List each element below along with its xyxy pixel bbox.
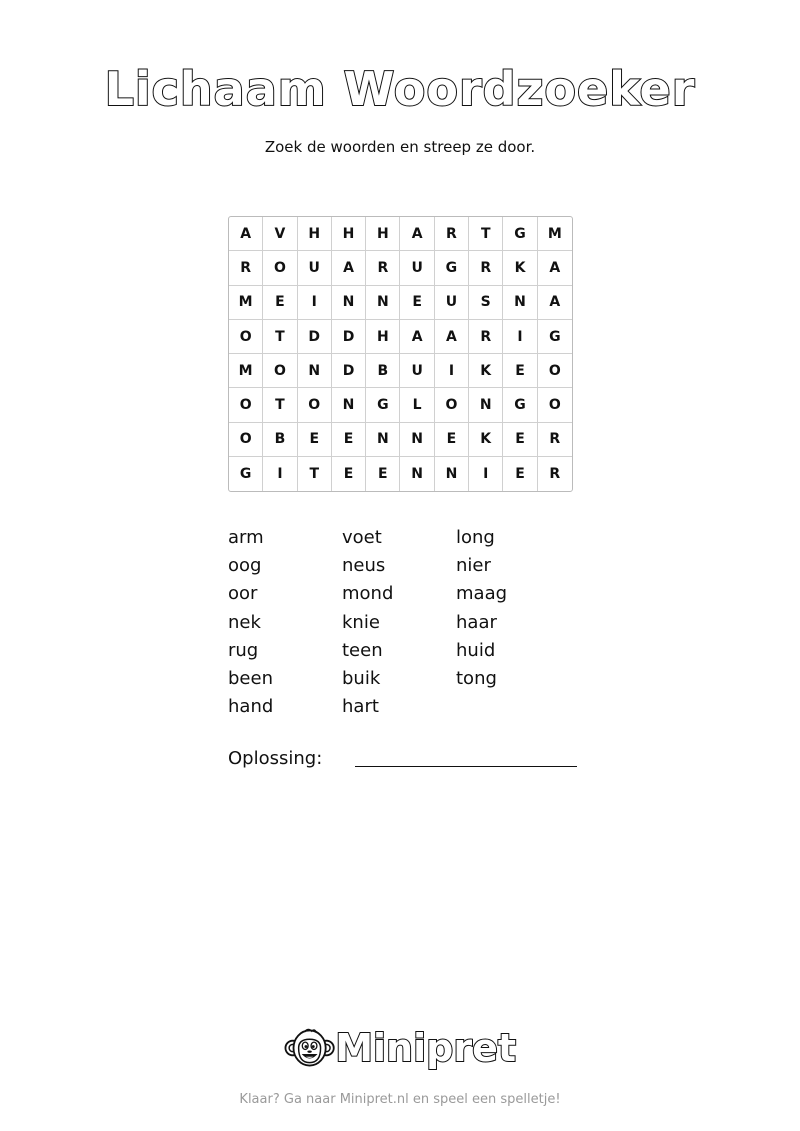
grid-cell[interactable]: L (400, 388, 434, 422)
word-item: maag (456, 583, 508, 605)
word-column (456, 524, 570, 721)
grid-cell[interactable]: O (229, 423, 263, 457)
grid-cell[interactable]: N (298, 354, 332, 388)
grid-cell[interactable]: E (503, 354, 537, 388)
grid-cell[interactable]: N (332, 286, 366, 320)
grid-cell[interactable]: M (229, 286, 263, 320)
grid-cell[interactable]: H (366, 217, 400, 251)
grid-cell[interactable]: A (435, 320, 469, 354)
solution-label: Oplossing: (228, 748, 323, 769)
grid-cell[interactable]: A (538, 251, 572, 285)
grid-cell[interactable]: E (435, 423, 469, 457)
grid-cell[interactable]: U (400, 251, 434, 285)
grid-cell[interactable]: K (503, 251, 537, 285)
grid-cell[interactable]: O (263, 354, 297, 388)
solution-answer-line[interactable] (355, 766, 577, 767)
grid-cell[interactable]: U (435, 286, 469, 320)
grid-cell[interactable]: G (366, 388, 400, 422)
word-column (228, 524, 342, 721)
word-item: neus (342, 555, 386, 577)
grid-cell[interactable]: N (332, 388, 366, 422)
word-item: hart (342, 696, 379, 718)
grid-cell[interactable]: O (538, 354, 572, 388)
grid-cell[interactable]: N (366, 423, 400, 457)
grid-cell[interactable]: R (366, 251, 400, 285)
letter-grid (228, 216, 573, 492)
grid-cell[interactable]: B (366, 354, 400, 388)
grid-cell[interactable]: A (332, 251, 366, 285)
grid-cell[interactable]: U (298, 251, 332, 285)
grid-cell[interactable]: E (400, 286, 434, 320)
grid-cell[interactable]: M (229, 354, 263, 388)
word-item: rug (228, 639, 259, 661)
grid-cell[interactable]: H (332, 217, 366, 251)
word-item: knie (342, 611, 380, 633)
grid-cell[interactable]: N (435, 457, 469, 491)
word-item: nek (228, 611, 261, 633)
footer-text: Klaar? Ga naar Minipret.nl en speel een spelletje! (239, 1092, 561, 1107)
word-item: voet (342, 527, 382, 548)
word-item: huid (456, 639, 496, 661)
grid-cell[interactable]: H (298, 217, 332, 251)
word-item: oor (228, 583, 258, 605)
grid-cell[interactable]: O (229, 320, 263, 354)
grid-cell[interactable]: H (366, 320, 400, 354)
grid-cell[interactable]: N (400, 457, 434, 491)
grid-cell[interactable]: A (400, 320, 434, 354)
grid-cell[interactable]: E (332, 457, 366, 491)
grid-cell[interactable]: G (538, 320, 572, 354)
grid-cell[interactable]: I (469, 457, 503, 491)
grid-cell[interactable]: A (400, 217, 434, 251)
grid-cell[interactable]: U (400, 354, 434, 388)
word-item: hand (228, 696, 274, 718)
word-item: mond (342, 583, 394, 605)
word-item: buik (342, 667, 381, 689)
word-item: oog (228, 555, 262, 577)
grid-cell[interactable]: R (469, 251, 503, 285)
grid-cell[interactable]: G (503, 388, 537, 422)
grid-cell[interactable]: R (435, 217, 469, 251)
grid-cell[interactable]: T (263, 320, 297, 354)
word-list (228, 524, 570, 721)
grid-cell[interactable]: O (538, 388, 572, 422)
grid-cell[interactable]: R (549, 466, 561, 483)
word-item: arm (228, 527, 264, 548)
grid-cell[interactable]: D (298, 320, 332, 354)
grid-cell[interactable]: E (366, 457, 400, 491)
word-item: been (228, 667, 273, 689)
grid-cell[interactable]: O (229, 388, 263, 422)
word-item: teen (342, 639, 383, 661)
grid-cell[interactable]: I (263, 457, 297, 491)
grid-cell[interactable]: N (503, 286, 537, 320)
page-title: Lichaam Woordzoeker (104, 62, 696, 116)
word-item: tong (456, 667, 497, 689)
grid-cell[interactable]: E (263, 286, 297, 320)
word-item: nier (456, 555, 491, 577)
grid-cell[interactable]: E (503, 457, 537, 491)
grid-cell[interactable]: M (538, 217, 572, 251)
grid-cell[interactable]: B (263, 423, 297, 457)
grid-cell[interactable]: R (469, 320, 503, 354)
grid-cell[interactable]: A (538, 286, 572, 320)
grid-cell[interactable]: K (469, 423, 503, 457)
grid-cell[interactable]: T (298, 457, 332, 491)
grid-cell[interactable]: E (298, 423, 332, 457)
minipret-logo (284, 1018, 516, 1078)
grid-cell[interactable]: D (332, 354, 366, 388)
grid-cell[interactable]: I (503, 320, 537, 354)
grid-cell[interactable]: E (503, 423, 537, 457)
instruction-text: Zoek de woorden en streep ze door. (264, 138, 536, 156)
grid-cell[interactable]: O (298, 388, 332, 422)
grid-cell[interactable]: I (435, 354, 469, 388)
grid-cell[interactable]: O (435, 388, 469, 422)
grid-cell[interactable]: G (229, 457, 263, 491)
word-item: haar (456, 611, 497, 633)
grid-cell[interactable]: O (263, 251, 297, 285)
grid-cell[interactable]: G (503, 217, 537, 251)
grid-cell[interactable]: S (469, 286, 503, 320)
grid-cell[interactable]: N (469, 388, 503, 422)
grid-cell[interactable]: G (435, 251, 469, 285)
grid-cell[interactable]: N (400, 423, 434, 457)
grid-cell[interactable]: E (332, 423, 366, 457)
logo-text: Minipret (335, 1026, 516, 1070)
grid-cell[interactable]: A (229, 217, 263, 251)
grid-cell[interactable]: V (263, 217, 297, 251)
word-column (342, 524, 456, 721)
grid-cell[interactable]: T (469, 217, 503, 251)
grid-cell[interactable]: I (298, 286, 332, 320)
grid-cell[interactable]: R (229, 251, 263, 285)
grid-cell[interactable]: K (469, 354, 503, 388)
grid-cell[interactable]: N (366, 286, 400, 320)
monkey-face-icon (284, 1018, 335, 1078)
word-item: long (456, 527, 495, 548)
grid-cell[interactable]: D (332, 320, 366, 354)
grid-cell[interactable]: T (263, 388, 297, 422)
grid-cell[interactable]: R (538, 423, 572, 457)
